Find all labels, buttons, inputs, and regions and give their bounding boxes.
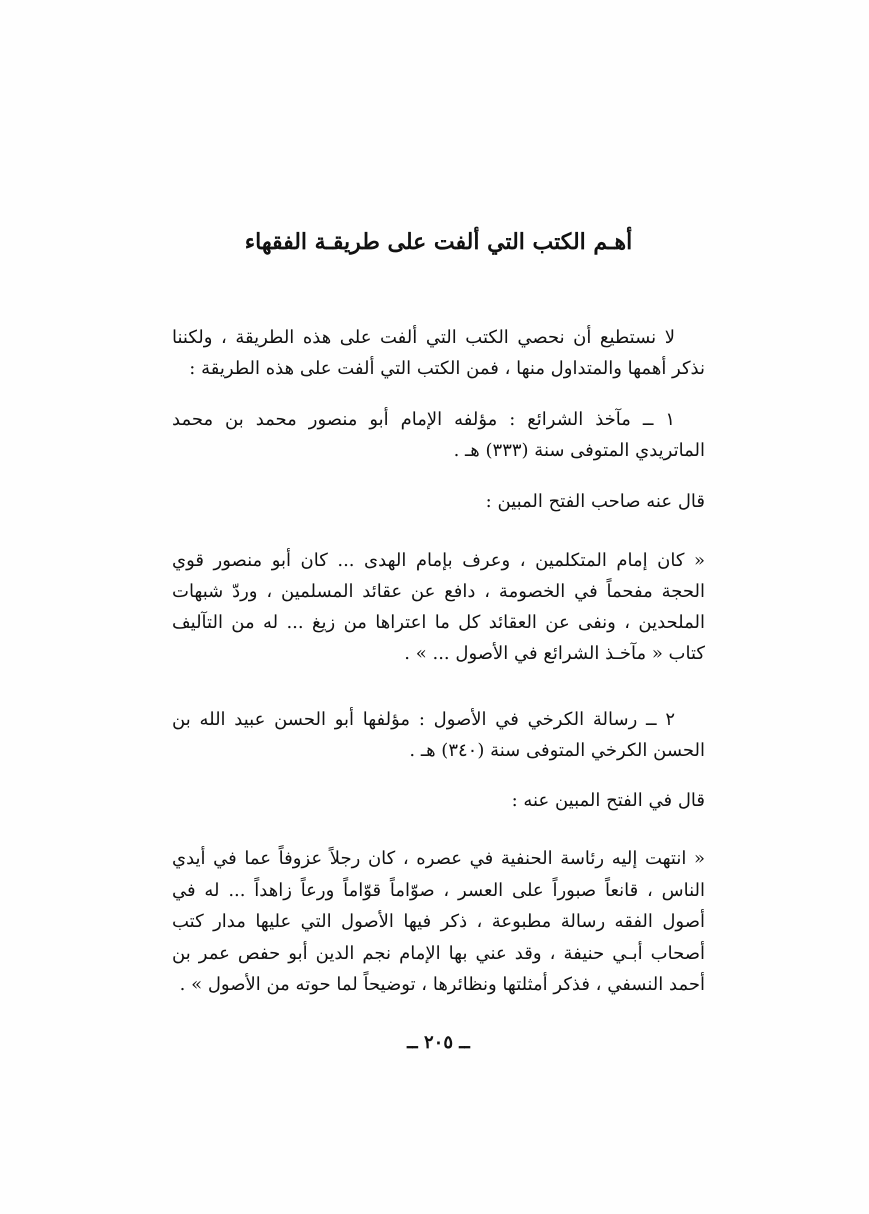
list-item-entry: ٢ ــ رسالة الكرخي في الأصول : مؤلفها أبو الحسن عبيد الله بن الحسن الكرخي المتوفى سنة (٣٤٠) هـ .	[172, 709, 705, 761]
list-item-quote: « كان إمام المتكلمين ، وعرف بإمام الهدى ... كان أبو منصور قوي الحجة مفحماً في الخصومة ، دافع عن عقائد المسلمين ، وردّ شبهات الملحدين ، ونفى عن العقائد كل ما اعتراها من زيغ ... له من التآليف كتاب « مآخـذ الشرائع في الأصول ... » .	[172, 550, 705, 664]
list-item-entry: ١ ــ مآخذ الشرائع : مؤلفه الإمام أبو منصور محمد بن محمد الماتريدي المتوفى سنة (٣٣٣) هـ .	[172, 409, 705, 461]
intro-paragraph: لا نستطيع أن نحصي الكتب التي ألفت على هذه الطريقة ، ولكننا نذكر أهمها والمتداول منها ، فمن الكتب التي ألفت على هذه الطريقة :	[172, 327, 705, 379]
list-item-reference: قال في الفتح المبين عنه :	[511, 790, 705, 811]
section-heading: أهـم الكتب التي ألفت على طريقـة الفقهاء	[244, 229, 633, 255]
list-item-quote: « انتهت إليه رئاسة الحنفية في عصره ، كان رجلاً عزوفاً عما في أيدي الناس ، قانعاً صبوراً على العسر ، صوّاماً قوّاماً ورعاً زاهداً ... له في أصول الفقه رسالة مطبوعة ، ذكر فيها الأصول التي عليها مدار كتب أصحاب أبـي حنيفة ، وقد عني بها الإمام نجم الدين أبو حفص عمر بن أحمد النسفي ، فذكر أمثلتها ونظائرها ، توضيحاً لما حوته من الأصول » .	[172, 848, 705, 995]
list-item-reference: قال عنه صاحب الفتح المبين :	[485, 491, 705, 512]
page-number: ــ ٢٠٥ ــ	[407, 1032, 470, 1053]
